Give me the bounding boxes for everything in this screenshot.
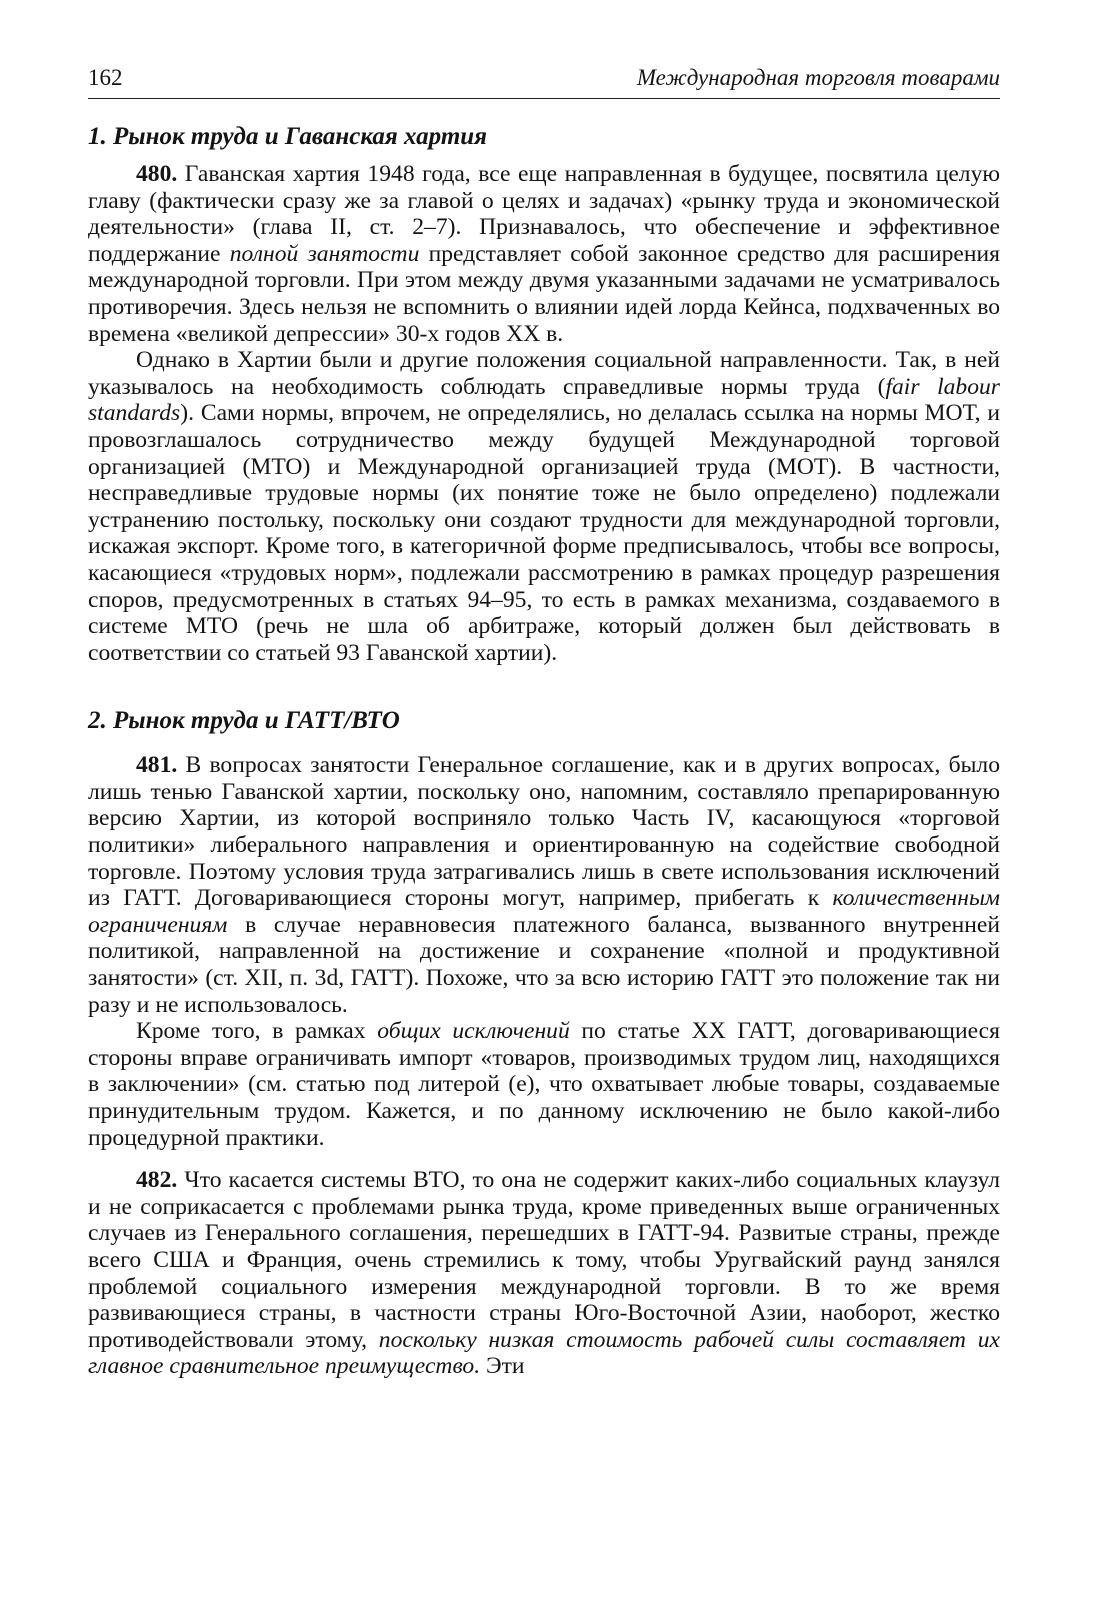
emphasis-text: полной занятости bbox=[229, 240, 420, 267]
paragraph-number: 480. bbox=[136, 161, 178, 187]
paragraph-text: Эти bbox=[480, 1353, 525, 1380]
emphasis-text: fair labour standards bbox=[88, 373, 1000, 427]
page-content bbox=[88, 122, 1000, 1380]
paragraph-481 bbox=[88, 752, 1000, 1018]
running-title: Международная торговля товарами bbox=[636, 65, 1000, 90]
paragraph-481-continued bbox=[88, 1018, 1000, 1151]
paragraph-text: Однако в Хартии были и другие положения социальной направленности. Так, в ней указывалось на необходимость соблюдать справедливые нормы труда ( bbox=[88, 347, 1000, 400]
page-header bbox=[88, 64, 1000, 99]
paragraph-number: 481. bbox=[136, 752, 178, 779]
emphasis-text: общих исключений bbox=[377, 1018, 570, 1045]
paragraph-text: по статье XX ГАТТ, договаривающиеся стороны вправе ограничивать импорт «товаров, производимых трудом лиц, находящихся в заключении» (см. статью под литерой (е), что охватывает любые товары, создаваемые принудительным трудом. Кажется, и по данному исключению не было какой-либо процедурной практики. bbox=[88, 1018, 1000, 1151]
paragraph-480-continued bbox=[88, 347, 1000, 666]
paragraph-text: в случае неравновесия платежного баланса, вызванного внутренней политикой, направленной на достижение и сохранение «полной и продуктивной занятости» (ст. XII, п. 3d, ГАТТ). Похоже, что за всю историю ГАТТ это положение так ни разу и не использовалось. bbox=[88, 911, 1000, 1018]
paragraph-480 bbox=[88, 161, 1000, 347]
section-heading-1: 1. Рынок труда и Гаванская хартия bbox=[88, 123, 488, 150]
paragraph-text: Гаванская хартия 1948 года, все еще направленная в будущее, посвятила целую главу (фактически сразу же за главой о целях и задачах) «рынку труда и экономической деятельности» (глава II, ст. 2–7). Признавалось, что обеспечение и эффективное поддержание bbox=[88, 161, 1000, 267]
paragraph-482 bbox=[88, 1167, 1000, 1380]
paragraph-text: Что касается системы ВТО, то она не содержит каких-либо социальных клаузул и не соприкасается с проблемами рынка труда, кроме приведенных выше ограниченных случаев из Генерального соглашения, перешедших в ГАТТ-94. Развитые страны, прежде всего США и Франция, очень стремились к тому, чтобы Уругвайский раунд занялся проблемой социального измерения международной торговли. В то же время развивающиеся страны, в частности страны Юго-Восточной Азии, наоборот, жестко противодействовали этому, bbox=[88, 1167, 1000, 1353]
page-number: 162 bbox=[88, 65, 123, 90]
paragraph-text: ). Сами нормы, впрочем, не определялись, но делалась ссылка на нормы МОТ, и провозглашалось сотрудничество между будущей Международной торговой организацией (МТО) и Международной организацией труда (МОТ). В частности, несправедливые трудовые нормы (их понятие тоже не было определено) подлежали устранению постольку, поскольку они создают трудности для международной торговли, искажая экспорт. Кроме того, в категоричной форме предписывалось, чтобы все вопросы, касающиеся «трудовых норм», подлежали рассмотрению в рамках процедур разрешения споров, предусмотренных в статьях 94–95, то есть в рамках механизма, создаваемого в системе МТО (речь не шла об арбитраже, который должен был действовать в соответствии со статьей 93 Гаванской хартии). bbox=[88, 400, 1000, 666]
emphasis-text: поскольку низкая стоимость рабочей силы составляет их главное сравнительное преимущество. bbox=[88, 1326, 1000, 1380]
paragraph-text: В вопросах занятости Генеральное соглашение, как и в других вопросах, было лишь тенью Гаванской хартии, поскольку оно, напомним, составляло препарированную версию Хартии, из которой восприняло только Часть IV, касающуюся «торговой политики» либерального направления и ориентированную на содействие свободной торговле. Поэтому условия труда затрагивались лишь в свете использования исключений из ГАТТ. Договаривающиеся стороны могут, например, прибегать к bbox=[88, 752, 1000, 912]
section-heading-2: 2. Рынок труда и ГАТТ/ВТО bbox=[88, 707, 400, 735]
paragraph-number: 482. bbox=[136, 1167, 178, 1194]
paragraph-text: Кроме того, в рамках bbox=[136, 1018, 378, 1045]
paragraph-text: представляет собой законное средство для расширения международной торговли. При этом между двумя указанными задачами не усматривалось противоречия. Здесь нельзя не вспомнить о влиянии идей лорда Кейнса, подхваченных во времена «великой депрессии» 30-х годов XX в. bbox=[88, 240, 1000, 347]
emphasis-text: количественным ограничениям bbox=[88, 885, 1000, 938]
